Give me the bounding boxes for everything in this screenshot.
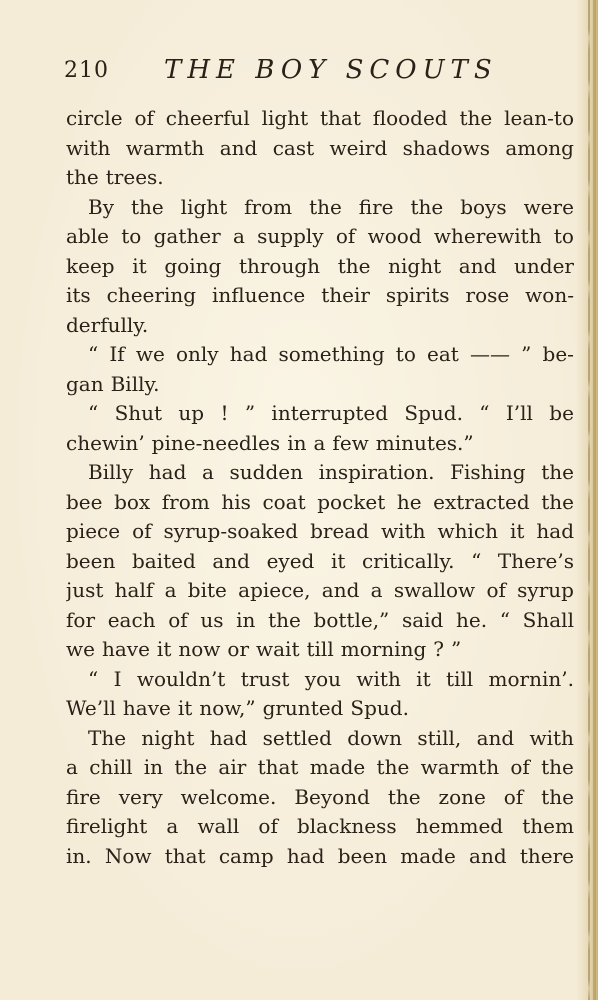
word: the xyxy=(410,194,444,219)
word: it xyxy=(509,519,525,543)
word: ” xyxy=(244,401,256,425)
word: the xyxy=(541,784,574,809)
word: I’ll xyxy=(505,401,533,425)
text-line xyxy=(66,399,574,429)
word: among xyxy=(505,135,574,160)
word: baited xyxy=(131,548,196,573)
word: wherewith xyxy=(433,224,542,248)
word: “ xyxy=(88,401,99,425)
text-line xyxy=(66,576,574,606)
word: “ xyxy=(88,342,99,366)
word: for xyxy=(66,607,96,632)
text-line xyxy=(66,488,574,518)
word: Now xyxy=(104,843,152,868)
word: The xyxy=(88,725,127,750)
text-line xyxy=(66,812,574,842)
word: —— xyxy=(469,342,510,366)
word: a xyxy=(164,578,177,602)
text-line xyxy=(66,222,574,252)
word: a xyxy=(201,460,214,484)
word: trust xyxy=(240,666,290,691)
word: pocket xyxy=(317,489,386,514)
word: have xyxy=(122,696,171,720)
word: we xyxy=(66,637,95,661)
word: influence xyxy=(211,283,306,307)
word: each xyxy=(107,607,156,632)
word: its xyxy=(66,283,91,307)
word: ! xyxy=(220,401,229,425)
word: to xyxy=(395,342,416,366)
word: under xyxy=(514,253,574,278)
word: rose xyxy=(465,283,510,307)
word: sudden xyxy=(229,460,303,484)
word: eat xyxy=(427,342,459,366)
word: air xyxy=(218,755,247,779)
word: we xyxy=(135,342,165,366)
word: the xyxy=(337,253,371,278)
word: a xyxy=(166,814,179,838)
word: of xyxy=(134,106,154,130)
text-line xyxy=(66,281,574,311)
word: to xyxy=(553,224,574,248)
word: and xyxy=(321,578,360,602)
word: warmth xyxy=(420,755,500,779)
word: settled xyxy=(262,725,332,750)
word: through xyxy=(238,253,321,278)
word: blackness xyxy=(296,814,397,838)
word: ” xyxy=(451,637,462,661)
word: welcome. xyxy=(180,784,277,809)
word: able xyxy=(66,224,109,248)
word: trees. xyxy=(105,165,164,189)
word: of xyxy=(335,224,356,248)
word: there xyxy=(519,843,574,868)
word: with xyxy=(529,725,574,750)
word: night xyxy=(141,725,195,750)
word: boys xyxy=(460,194,507,219)
word: you xyxy=(304,666,342,691)
page-edge-line xyxy=(588,0,590,1000)
word: Spud. xyxy=(404,401,463,425)
word: light xyxy=(180,194,228,219)
word: had xyxy=(209,725,248,750)
word: it xyxy=(416,666,431,691)
word: Billy xyxy=(88,460,134,484)
word: be- xyxy=(542,342,574,366)
page-number: 210 xyxy=(64,58,109,83)
word: the xyxy=(130,194,164,219)
word: to xyxy=(121,224,142,248)
word: made xyxy=(309,755,366,779)
word: down xyxy=(347,725,403,750)
word: Billy. xyxy=(110,371,160,396)
word: wouldn’t xyxy=(136,666,226,691)
word: that xyxy=(257,755,299,779)
word: with xyxy=(66,135,111,160)
word: “ xyxy=(471,548,482,573)
word: us xyxy=(200,607,224,632)
word: supply xyxy=(257,224,324,248)
word: of xyxy=(168,607,188,632)
word: hemmed xyxy=(415,814,504,838)
word: syrup-soaked xyxy=(163,519,299,543)
word: from xyxy=(244,194,293,219)
word: ” xyxy=(521,342,532,366)
text-line xyxy=(66,783,574,813)
word: be xyxy=(549,401,574,425)
word: shadows xyxy=(402,135,490,160)
word: morning xyxy=(340,637,427,661)
word: “ xyxy=(479,401,490,425)
word: Shut xyxy=(114,401,163,425)
word: wait xyxy=(256,637,300,661)
text-line xyxy=(66,606,574,636)
word: or xyxy=(227,637,250,661)
word: lean-to xyxy=(504,106,574,130)
text-line xyxy=(66,665,574,695)
word: bottle,” xyxy=(313,607,390,632)
page-edge-outer-line xyxy=(593,0,596,1000)
word: the xyxy=(541,489,574,514)
word: and xyxy=(458,253,497,278)
word: interrupted xyxy=(271,401,389,425)
text-line xyxy=(66,429,574,459)
word: up xyxy=(178,401,205,425)
word: going xyxy=(164,253,222,278)
word: them xyxy=(522,814,574,838)
word: wood xyxy=(367,224,422,248)
word: If xyxy=(109,342,125,366)
word: grunted xyxy=(262,696,344,720)
word: the xyxy=(541,460,574,484)
text-line xyxy=(66,694,574,724)
word: of xyxy=(258,814,278,838)
word: There’s xyxy=(497,548,574,573)
word: it xyxy=(132,253,147,278)
body-text xyxy=(66,104,574,871)
word: night xyxy=(388,253,442,278)
word: which xyxy=(437,519,498,543)
word: of xyxy=(486,578,506,602)
word: zone xyxy=(438,784,486,809)
page-header xyxy=(64,55,564,92)
word: his xyxy=(221,489,251,514)
word: Beyond xyxy=(294,784,370,809)
word: had xyxy=(536,519,574,543)
word: half xyxy=(114,578,154,602)
word: firelight xyxy=(66,814,148,838)
word: mornin’. xyxy=(488,666,574,691)
word: have xyxy=(101,637,150,661)
word: the xyxy=(309,194,342,219)
word: the xyxy=(541,755,574,779)
word: from xyxy=(161,489,210,514)
word: Fishing xyxy=(450,460,526,484)
word: and xyxy=(469,843,507,868)
word: Shall xyxy=(522,607,574,632)
text-line xyxy=(66,163,574,193)
text-line xyxy=(66,547,574,577)
word: and xyxy=(212,548,250,573)
text-line xyxy=(66,104,574,134)
word: a xyxy=(370,578,383,602)
word: now xyxy=(178,637,221,661)
word: he xyxy=(396,489,422,514)
word: with xyxy=(356,666,401,691)
text-line xyxy=(66,635,574,665)
word: coat xyxy=(262,489,306,514)
word: critically. xyxy=(361,548,455,573)
word: eyed xyxy=(266,548,315,573)
word: and xyxy=(219,135,258,160)
word: it xyxy=(177,696,193,720)
word: the xyxy=(376,755,410,779)
word: of xyxy=(503,784,524,809)
text-line xyxy=(66,753,574,783)
word: piece xyxy=(66,519,121,543)
word: weird xyxy=(329,135,388,160)
word: won- xyxy=(525,283,574,307)
word: I xyxy=(113,666,122,691)
word: circle xyxy=(66,106,123,130)
word: We’ll xyxy=(66,696,116,720)
word: the xyxy=(459,106,493,130)
word: in. xyxy=(66,843,92,868)
word: By xyxy=(88,194,114,219)
word: of xyxy=(510,755,530,779)
word: few xyxy=(332,430,369,455)
word: he. xyxy=(456,607,488,632)
word: swallow xyxy=(393,578,476,602)
text-line xyxy=(66,193,574,223)
word: it xyxy=(156,637,172,661)
word: minutes.” xyxy=(375,430,474,455)
text-line xyxy=(66,252,574,282)
word: in xyxy=(236,607,256,632)
word: a xyxy=(313,430,326,455)
word: cheering xyxy=(106,283,197,307)
word: that xyxy=(164,843,206,868)
word: pine-needles xyxy=(151,430,281,455)
word: it xyxy=(330,548,346,573)
text-line xyxy=(66,340,574,370)
word: camp xyxy=(218,843,274,868)
word: now,” xyxy=(199,696,256,720)
word: bee xyxy=(66,489,103,514)
word: the xyxy=(174,755,208,779)
word: syrup xyxy=(517,578,574,602)
word: wall xyxy=(197,814,240,838)
word: inspiration. xyxy=(318,460,435,484)
word: gan xyxy=(66,371,104,396)
word: had xyxy=(148,460,187,484)
word: keep xyxy=(66,253,115,278)
text-line xyxy=(66,458,574,488)
word: bread xyxy=(310,519,370,543)
word: till xyxy=(306,637,334,661)
word: said xyxy=(401,607,444,632)
word: cast xyxy=(272,135,315,160)
word: till xyxy=(445,666,474,691)
word: very xyxy=(118,784,163,809)
word: been xyxy=(66,548,116,573)
word: still, xyxy=(417,725,462,750)
word: “ xyxy=(499,607,510,632)
word: in xyxy=(287,430,307,455)
word: fire xyxy=(66,784,101,809)
text-line xyxy=(66,370,574,400)
text-line xyxy=(66,134,574,164)
word: extracted xyxy=(433,489,530,514)
word: been xyxy=(337,843,388,868)
word: something xyxy=(278,342,385,366)
text-line xyxy=(66,724,574,754)
word: made xyxy=(400,843,456,868)
word: chill xyxy=(89,755,133,779)
word: bite xyxy=(187,578,227,602)
word: gather xyxy=(153,224,221,248)
word: only xyxy=(175,342,219,366)
text-line xyxy=(66,311,574,341)
word: a xyxy=(232,224,245,248)
word: with xyxy=(381,519,426,543)
word: a xyxy=(66,755,78,779)
word: cheerful xyxy=(165,106,250,130)
word: warmth xyxy=(125,135,205,160)
word: light xyxy=(261,106,309,130)
word: fire xyxy=(358,194,394,219)
word: spirits xyxy=(385,283,450,307)
word: the xyxy=(66,165,99,189)
word: chewin’ xyxy=(66,430,145,455)
word: flooded xyxy=(372,106,448,130)
word: Spud. xyxy=(350,696,409,720)
word: just xyxy=(66,578,104,602)
word: the xyxy=(268,607,301,632)
word: the xyxy=(387,784,421,809)
word: ? xyxy=(433,637,444,661)
word: apiece, xyxy=(238,578,311,602)
word: had xyxy=(229,342,268,366)
word: in xyxy=(143,755,164,779)
text-line xyxy=(66,842,574,872)
word: that xyxy=(320,106,361,130)
word: and xyxy=(476,725,515,750)
running-head: THE BOY SCOUTS xyxy=(164,55,498,85)
text-line xyxy=(66,517,574,547)
word: their xyxy=(321,283,370,307)
word: had xyxy=(286,843,325,868)
word: were xyxy=(523,194,574,219)
word: box xyxy=(114,489,151,514)
word: derfully. xyxy=(66,312,149,337)
word: of xyxy=(132,519,152,543)
word: “ xyxy=(88,666,99,691)
